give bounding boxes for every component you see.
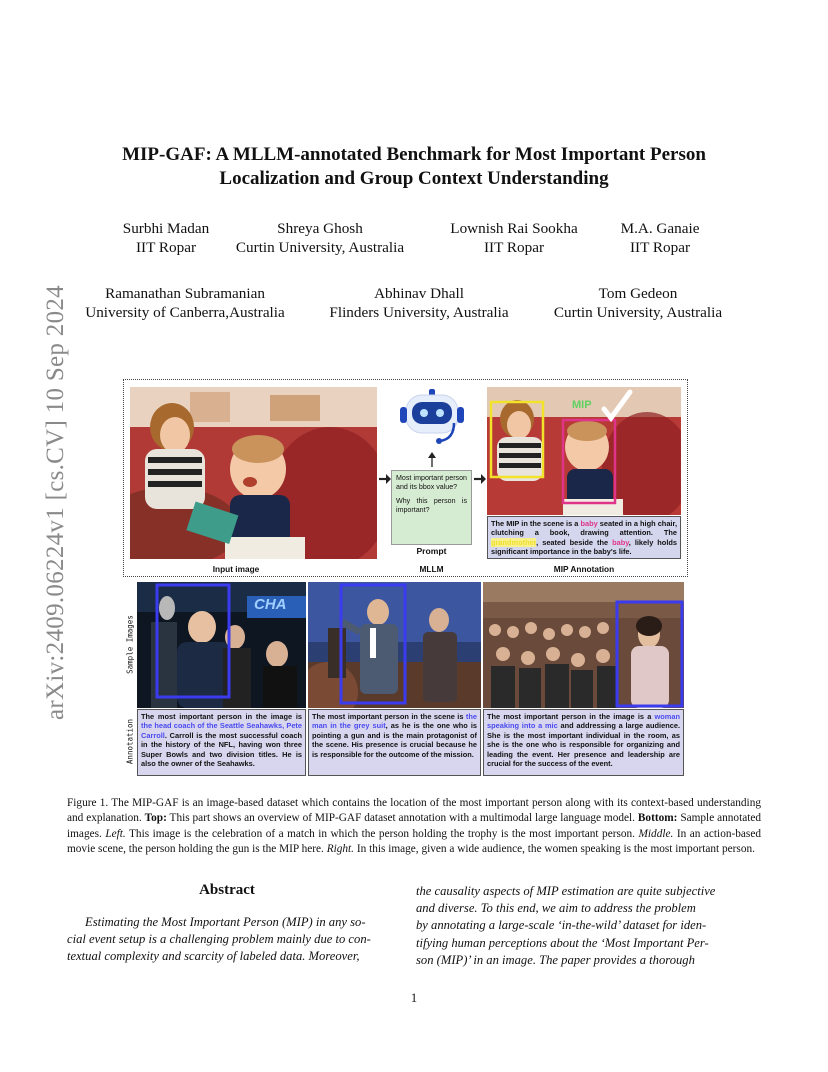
paper-title bbox=[60, 143, 768, 191]
audience-photo-illustration bbox=[483, 582, 684, 708]
caption-left-label: Left. bbox=[105, 827, 126, 840]
author-affiliation: IIT Ropar bbox=[629, 239, 691, 256]
sample-annotation-2 bbox=[308, 709, 481, 776]
ann-highlight: the man in the grey suit bbox=[312, 712, 477, 731]
ann-text: seated in a high chair, clutching a book, drawing attention. The bbox=[491, 519, 677, 538]
ann-highlight: woman speaking into a mic bbox=[487, 712, 680, 731]
ann-text: . Carroll is the most successful coach in the history of the NFL, having won three Super Bowls and two division titles. He is also the owner of the Seahawks. bbox=[141, 730, 302, 769]
mip-annotation-text bbox=[487, 516, 681, 559]
prompt-box bbox=[391, 470, 472, 545]
label-mllm: MLLM bbox=[419, 564, 444, 574]
author-name: Abhinav Dhall bbox=[374, 285, 464, 302]
ann-text: and addressing a large audience. She is the most important individual in the room, as she is the one who is responsible for organizing and leading the event. Her presence and leadership are crucial for the success of the event. bbox=[487, 721, 681, 769]
movie-photo-illustration bbox=[308, 582, 481, 708]
author-affiliation: Curtin University, Australia bbox=[235, 239, 405, 256]
ann-text: The most important person in the image is a bbox=[487, 712, 655, 721]
ann-text: , as he is the one who is pointing a gun and is the main protagonist of the scene. His presence is crucial because he is responsible for the outcome of the mission. bbox=[312, 721, 477, 759]
input-image bbox=[130, 387, 377, 559]
caption-text: In this image, given a wide audience, the women speaking is the most important person. bbox=[356, 843, 755, 856]
side-label-annotation: Annotation bbox=[125, 718, 135, 765]
author-affiliation: Flinders University, Australia bbox=[329, 304, 509, 321]
author-4 bbox=[610, 219, 710, 257]
author-6 bbox=[318, 284, 520, 322]
author-name: Surbhi Madan bbox=[122, 220, 210, 237]
abstract-heading: Abstract bbox=[199, 882, 255, 898]
caption-top-label: Top: bbox=[144, 812, 167, 825]
label-input-image: Input image bbox=[212, 564, 260, 574]
author-affiliation: Curtin University, Australia bbox=[553, 304, 723, 321]
ann-text: The most important person in the image is bbox=[141, 712, 302, 721]
arxiv-identifier: arXiv:2409.06224v1 [cs.CV] 10 Sep 2024 bbox=[42, 285, 69, 720]
author-name: Shreya Ghosh bbox=[277, 220, 363, 237]
arrow-right-icon bbox=[378, 472, 392, 486]
title-line-1: MIP-GAF: A MLLM-annotated Benchmark for Most Important Person bbox=[122, 144, 706, 165]
caption-text: In an action-based movie scene, the person holding the gun is the MIP here. bbox=[67, 827, 761, 856]
sample-image-football bbox=[137, 582, 306, 708]
caption-bottom-label: Bottom: bbox=[637, 812, 678, 825]
arrow-right-icon bbox=[473, 472, 487, 486]
author-7 bbox=[543, 284, 733, 322]
ann-highlight: the head coach of the Seattle Seahawks, Pete Carroll bbox=[141, 721, 302, 740]
abstract-line: cial event setup is a challenging problem mainly due to con- bbox=[67, 932, 371, 947]
prompt-question-2: Why this person is important? bbox=[396, 497, 467, 514]
sample-annotation-3 bbox=[483, 709, 684, 776]
ann-highlight-grandmother: grandmother bbox=[491, 537, 537, 547]
caption-text: This image is the celebration of a match in which the person holding the trophy is the most important person. bbox=[129, 827, 635, 840]
author-affiliation: University of Canberra,Australia bbox=[85, 304, 285, 321]
caption-middle-label: Middle. bbox=[638, 827, 674, 840]
caption-right-label: Right. bbox=[326, 843, 354, 856]
ann-text: , seated beside the bbox=[536, 537, 613, 547]
ann-text: The most important person in the scene is bbox=[312, 712, 466, 721]
abstract-line: Estimating the Most Important Person (MIP) in any so- bbox=[85, 915, 366, 929]
caption-text: Sample annotated images. bbox=[67, 812, 762, 840]
ann-text: The MIP in the scene is a bbox=[491, 519, 581, 528]
ann-text: , likely holds significant importance in the baby's life. bbox=[491, 537, 677, 557]
author-1 bbox=[96, 219, 236, 257]
author-name: M.A. Ganaie bbox=[620, 220, 700, 237]
sample-annotation-1 bbox=[137, 709, 306, 776]
party-photo-illustration bbox=[130, 387, 377, 559]
author-affiliation: IIT Ropar bbox=[135, 239, 197, 256]
author-2 bbox=[222, 219, 418, 257]
banner-text: CHA bbox=[254, 596, 287, 613]
abstract-right-column bbox=[416, 883, 738, 969]
abstract-line: the causality aspects of MIP estimation are quite subjective bbox=[416, 884, 716, 898]
caption-text: Figure 1. The MIP-GAF is an image-based dataset which contains the location of the most important person along with its context-based understanding and explanation. bbox=[67, 797, 761, 825]
author-3 bbox=[441, 219, 587, 257]
abstract-line: by annotating a large-scale ‘in-the-wild’ dataset for iden- bbox=[416, 918, 707, 933]
author-name: Ramanathan Subramanian bbox=[105, 285, 265, 302]
mip-tag: MIP bbox=[572, 399, 592, 411]
author-5 bbox=[74, 284, 296, 322]
page-number: 1 bbox=[410, 991, 418, 1005]
prompt-label: Prompt bbox=[416, 546, 447, 556]
ann-highlight-baby: baby bbox=[580, 519, 598, 528]
arrow-up-icon bbox=[426, 452, 438, 468]
caption-text: This part shows an overview of MIP-GAF dataset annotation with a multimodal large language model. bbox=[169, 812, 635, 825]
abstract-line: and diverse. To this end, we aim to address the problem bbox=[416, 901, 696, 916]
author-name: Lownish Rai Sookha bbox=[450, 220, 578, 237]
figure-caption bbox=[67, 796, 761, 858]
sample-image-movie bbox=[308, 582, 481, 708]
abstract-line: tifying human perceptions about the ‘Most Important Per- bbox=[416, 935, 709, 950]
prompt-question-1: Most important person and its bbox value? bbox=[396, 474, 467, 491]
robot-icon bbox=[392, 387, 472, 451]
side-label-sample-images: Sample Images bbox=[125, 615, 135, 674]
sample-image-audience bbox=[483, 582, 684, 708]
abstract-left-column bbox=[67, 914, 387, 966]
ann-highlight-baby: baby bbox=[612, 537, 629, 547]
title-line-2: Localization and Group Context Understanding bbox=[219, 168, 609, 189]
author-name: Tom Gedeon bbox=[598, 285, 678, 302]
abstract-line: textual complexity and scarcity of labeled data. Moreover, bbox=[67, 949, 360, 964]
label-mip-annotation: MIP Annotation bbox=[553, 564, 615, 574]
author-affiliation: IIT Ropar bbox=[483, 239, 545, 256]
abstract-line: son (MIP)’ in an image. The paper provides a thorough bbox=[416, 952, 695, 967]
